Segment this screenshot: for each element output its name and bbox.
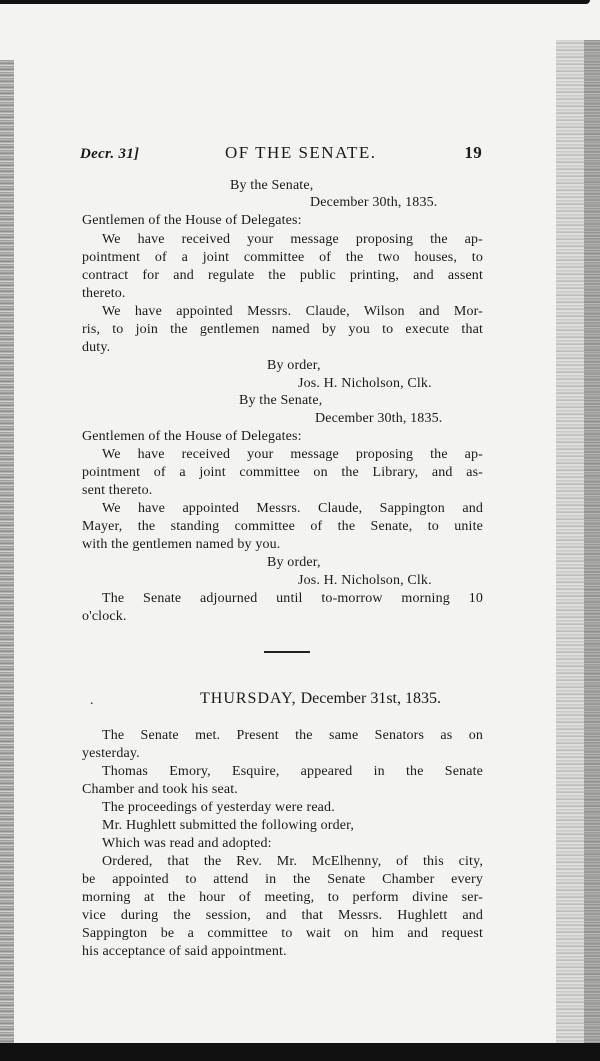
text-line: Thomas Emory, Esquire, appeared in the Senate — [102, 764, 483, 779]
right-page-edge — [556, 40, 600, 1061]
message-two-salutation: Gentlemen of the House of Delegates: — [82, 429, 302, 444]
header-date: Decr. 31] — [80, 146, 140, 162]
text-line: morning at the hour of meeting, to perform divine ser- — [82, 890, 483, 905]
top-border — [0, 0, 600, 10]
text-line: Ordered, that the Rev. Mr. McElhenny, of this city, — [102, 854, 483, 869]
message-one-salutation: Gentlemen of the House of Delegates: — [82, 213, 302, 228]
text-line: Which was read and adopted: — [102, 836, 272, 851]
text-line: with the gentlemen named by you. — [82, 537, 281, 552]
text-line: We have appointed Messrs. Claude, Sappington and — [102, 501, 483, 516]
bottom-border — [0, 1043, 600, 1061]
message-one-from: By the Senate, — [230, 178, 314, 193]
text-line: We have received your message proposing the ap- — [102, 232, 483, 247]
left-page-edge — [0, 60, 14, 1061]
text-line: Mr. Hughlett submitted the following order, — [102, 818, 355, 833]
text-line: duty. — [82, 340, 111, 355]
by-order: By order, — [267, 358, 321, 373]
text-line: pointment of a joint committee of the two houses, to — [82, 250, 483, 265]
text-line: Sappington be a committee to wait on him and request — [82, 926, 483, 941]
by-order: By order, — [267, 555, 321, 570]
text-line: be appointed to attend in the Senate Chamber every — [82, 872, 483, 887]
text-line: his acceptance of said appointment. — [82, 944, 287, 959]
text-line: The proceedings of yesterday were read. — [102, 800, 335, 815]
text-line: pointment of a joint committee on the Library, and as- — [82, 465, 483, 480]
text-line: yesterday. — [82, 746, 140, 761]
text-line: o'clock. — [82, 609, 127, 624]
day-date: December 31st, 1835. — [300, 690, 441, 707]
running-header — [80, 138, 485, 172]
page — [80, 138, 485, 172]
text-line: ris, to join the gentlemen named by you to execute that — [82, 322, 483, 337]
page-number: 19 — [464, 143, 482, 162]
text-line: Mayer, the standing committee of the Senate, to unite — [82, 519, 483, 534]
text-line: The Senate adjourned until to-morrow morning 10 — [102, 591, 483, 606]
header-title: OF THE SENATE. — [225, 143, 377, 162]
text-line: vice during the session, and that Messrs. Hughlett and — [82, 908, 483, 923]
message-two-from: By the Senate, — [239, 393, 323, 408]
day-heading — [200, 690, 441, 708]
stray-mark: . — [90, 693, 94, 708]
text-line: thereto. — [82, 286, 126, 301]
text-line: Chamber and took his seat. — [82, 782, 238, 797]
day-name: THURSDAY, — [200, 690, 297, 707]
text-line: We have appointed Messrs. Claude, Wilson and Mor- — [102, 304, 483, 319]
section-divider — [264, 651, 310, 653]
text-line: The Senate met. Present the same Senators as on — [102, 728, 483, 743]
clerk-signature: Jos. H. Nicholson, Clk. — [298, 376, 432, 391]
clerk-signature: Jos. H. Nicholson, Clk. — [298, 573, 432, 588]
text-line: contract for and regulate the public printing, and assent — [82, 268, 483, 283]
message-one-date: December 30th, 1835. — [310, 195, 438, 210]
text-line: sent thereto. — [82, 483, 153, 498]
message-two-date: December 30th, 1835. — [315, 411, 443, 426]
text-line: We have received your message proposing the ap- — [102, 447, 483, 462]
